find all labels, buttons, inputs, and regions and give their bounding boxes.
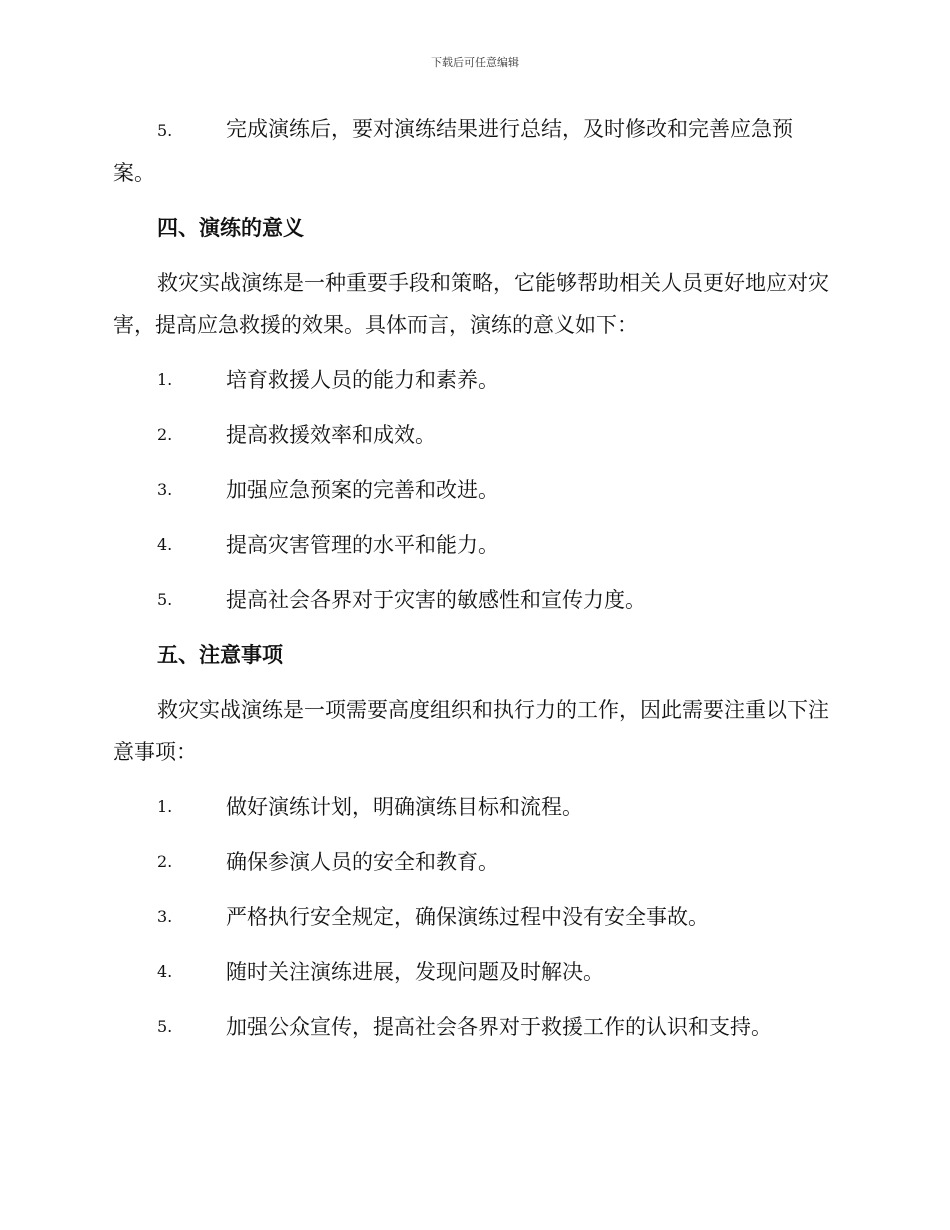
page-header: 下载后可任意编辑 xyxy=(431,56,519,69)
list-number: 3. xyxy=(157,907,173,926)
list-text: 随时关注演练进展，发现问题及时解决。 xyxy=(226,960,604,984)
list-item xyxy=(113,414,833,456)
list-item xyxy=(113,786,833,828)
list-text: 加强公众宣传，提高社会各界对于救援工作的认识和支持。 xyxy=(226,1015,772,1039)
list-number: 4. xyxy=(157,962,173,981)
list-number: 1. xyxy=(157,370,173,389)
list-number: 2. xyxy=(157,425,173,444)
list-item xyxy=(113,896,833,938)
list-number: 5. xyxy=(157,121,173,140)
list-item xyxy=(113,108,833,194)
list-text: 严格执行安全规定，确保演练过程中没有安全事故。 xyxy=(226,905,709,929)
list-item xyxy=(113,524,833,566)
list-item xyxy=(113,841,833,883)
list-text: 培育救援人员的能力和素养。 xyxy=(226,368,499,392)
list-item xyxy=(113,469,833,511)
section-heading: 四、演练的意义 xyxy=(157,215,304,240)
list-text: 提高救援效率和成效。 xyxy=(226,423,436,447)
document-body xyxy=(113,108,833,1061)
section-heading: 五、注意事项 xyxy=(157,642,283,667)
list-text: 确保参演人员的安全和教育。 xyxy=(226,850,499,874)
list-text: 提高灾害管理的水平和能力。 xyxy=(226,533,499,557)
list-number: 1. xyxy=(157,797,173,816)
section-intro: 救灾实战演练是一种重要手段和策略，它能够帮助相关人员更好地应对灾害，提高应急救援的效果。具体而言，演练的意义如下： xyxy=(113,271,829,337)
list-text: 做好演练计划，明确演练目标和流程。 xyxy=(226,795,583,819)
list-text: 完成演练后，要对演练结果进行总结，及时修改和完善应急预案。 xyxy=(113,117,793,185)
list-text: 加强应急预案的完善和改进。 xyxy=(226,478,499,502)
list-item xyxy=(113,579,833,621)
list-item xyxy=(113,1006,833,1048)
list-number: 5. xyxy=(157,1017,173,1036)
list-item xyxy=(113,359,833,401)
list-number: 4. xyxy=(157,535,173,554)
section-intro: 救灾实战演练是一项需要高度组织和执行力的工作，因此需要注重以下注意事项： xyxy=(113,698,829,764)
list-text: 提高社会各界对于灾害的敏感性和宣传力度。 xyxy=(226,588,646,612)
list-item xyxy=(113,951,833,993)
list-number: 5. xyxy=(157,590,173,609)
list-number: 3. xyxy=(157,480,173,499)
list-number: 2. xyxy=(157,852,173,871)
